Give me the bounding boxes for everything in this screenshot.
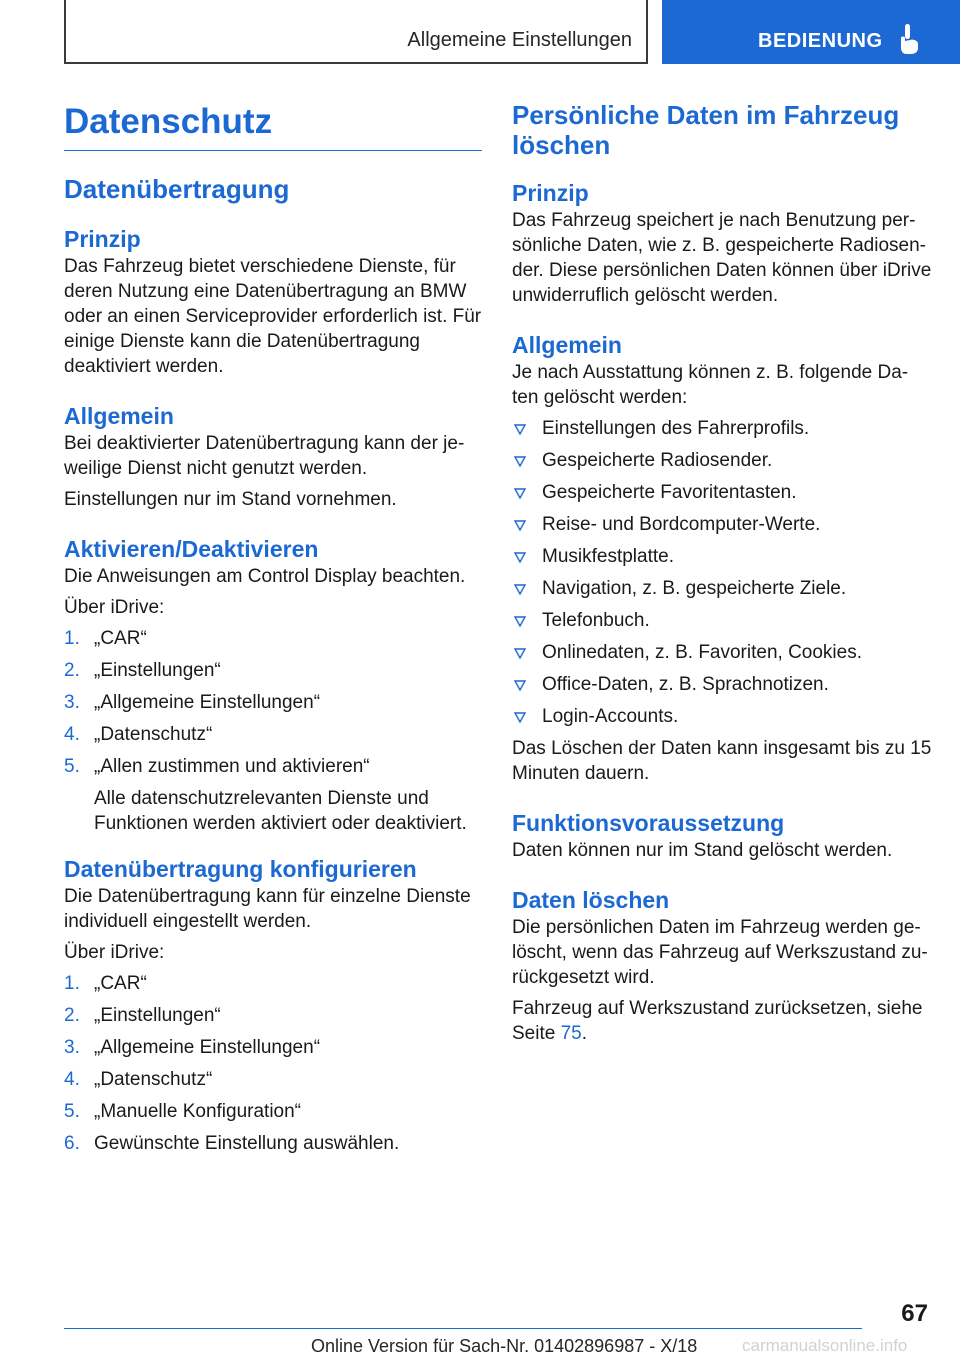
pointing-hand-icon bbox=[896, 24, 922, 54]
subheading-prinzip-right: Prinzip bbox=[512, 180, 589, 206]
page-number: 67 bbox=[901, 1300, 928, 1327]
subheading-allgemein: Allgemein bbox=[64, 403, 174, 429]
list-item: 2. „Einstellungen“ bbox=[64, 1005, 221, 1026]
list-item: Navigation, z. B. gespeicherte Ziele. bbox=[512, 576, 932, 601]
subheading-aktivieren: Aktivieren/Deaktivieren bbox=[64, 536, 319, 562]
triangle-bullet-icon bbox=[514, 648, 526, 659]
step-note: Alle datenschutzrelevanten Dienste und Funktionen werden aktiviert oder deaktiviert. bbox=[94, 788, 467, 834]
list-item: 6. Gewünschte Einstellung auswählen. bbox=[64, 1133, 400, 1154]
list-item: Telefonbuch. bbox=[512, 608, 932, 633]
list-item: 2. „Einstellungen“ bbox=[64, 660, 221, 681]
aktivieren-steps bbox=[64, 626, 482, 836]
online-version-text: Online Version für Sach-Nr. 01402896987 - X/18 bbox=[311, 1336, 698, 1356]
allgemein-right-text: Je nach Ausstattung können z. B. folgende Da-ten gelöscht werden: bbox=[512, 362, 909, 408]
aktivieren-idrive: Über iDrive: bbox=[64, 597, 165, 618]
page-title: Datenschutz bbox=[64, 102, 273, 141]
subheading-konfigurieren: Datenübertragung konfigurieren bbox=[64, 856, 417, 882]
left-column bbox=[64, 100, 482, 1163]
list-item: Musikfestplatte. bbox=[512, 544, 932, 569]
list-item: Einstellungen des Fahrerprofils. bbox=[512, 416, 932, 441]
right-column bbox=[512, 100, 932, 1046]
list-item: 5. „Allen zustimmen und aktivieren“ Alle datenschutzrelevanten Dienste und Funktionen werden aktiviert oder deaktiviert. bbox=[64, 754, 482, 836]
header-chapter-tab[interactable] bbox=[662, 0, 960, 64]
subheading-prinzip: Prinzip bbox=[64, 226, 141, 252]
list-item: Onlinedaten, z. B. Favoriten, Cookies. bbox=[512, 640, 932, 665]
deletable-data-list bbox=[512, 416, 932, 729]
triangle-bullet-icon bbox=[514, 712, 526, 723]
prinzip-right-text: Das Fahrzeug speichert je nach Benutzung per-sönliche Daten, wie z. B. gespeicherte Radiosen-der. Diese persönlichen Daten können über iDrive unwiderruflich gelöscht werden. bbox=[512, 210, 932, 306]
list-item: 4. „Datenschutz“ bbox=[64, 1069, 213, 1090]
list-item: 1. „CAR“ bbox=[64, 628, 147, 649]
aktivieren-text: Die Anweisungen am Control Display beachten. bbox=[64, 566, 466, 587]
triangle-bullet-icon bbox=[514, 680, 526, 691]
page-reference-link[interactable]: 75 bbox=[560, 1023, 582, 1044]
konfigurieren-idrive: Über iDrive: bbox=[64, 942, 165, 963]
loeschen-text: Die persönlichen Daten im Fahrzeug werden ge-löscht, wenn das Fahrzeug auf Werkszustand zu-rückgesetzt wird. bbox=[512, 917, 928, 988]
list-item: Gespeicherte Favoritentasten. bbox=[512, 480, 932, 505]
triangle-bullet-icon bbox=[514, 488, 526, 499]
subheading-funktion: Funktionsvoraussetzung bbox=[512, 810, 785, 836]
subheading-allgemein-right: Allgemein bbox=[512, 332, 622, 358]
section-heading-datenuebertragung: Datenübertragung bbox=[64, 174, 290, 204]
title-divider bbox=[64, 150, 482, 151]
list-item: 3. „Allgemeine Einstellungen“ bbox=[64, 1037, 321, 1058]
allgemein-note: Einstellungen nur im Stand vornehmen. bbox=[64, 489, 397, 510]
list-item: Login-Accounts. bbox=[512, 704, 932, 729]
footer-divider bbox=[64, 1328, 862, 1329]
triangle-bullet-icon bbox=[514, 616, 526, 627]
allgemein-text: Bei deaktivierter Datenübertragung kann der je-weilige Dienst nicht genutzt werden. bbox=[64, 433, 465, 479]
watermark: carmanualsonline.info bbox=[742, 1336, 908, 1355]
header-section-box bbox=[64, 0, 648, 64]
funktion-text: Daten können nur im Stand gelöscht werden. bbox=[512, 840, 893, 861]
triangle-bullet-icon bbox=[514, 520, 526, 531]
triangle-bullet-icon bbox=[514, 456, 526, 467]
section-heading-loeschen: Persönliche Daten im Fahrzeug löschen bbox=[512, 100, 900, 160]
list-item: Reise- und Bordcomputer-Werte. bbox=[512, 512, 932, 537]
list-item: 4. „Datenschutz“ bbox=[64, 724, 213, 745]
list-item: Gespeicherte Radiosender. bbox=[512, 448, 932, 473]
list-item: Office-Daten, z. B. Sprachnotizen. bbox=[512, 672, 932, 697]
list-item: 1. „CAR“ bbox=[64, 973, 147, 994]
header-section-title: Allgemeine Einstellungen bbox=[407, 29, 632, 51]
subheading-daten-loeschen: Daten löschen bbox=[512, 887, 670, 913]
loeschen-reference: Fahrzeug auf Werkszustand zurücksetzen, siehe Seite 75. bbox=[512, 998, 923, 1044]
triangle-bullet-icon bbox=[514, 552, 526, 563]
prinzip-text: Das Fahrzeug bietet verschiedene Dienste, für deren Nutzung eine Datenübertragung an BMW oder an einen Serviceprovider erforderlich ist. Für einige Dienste kann die Datenübertragung deaktiviert werden. bbox=[64, 256, 482, 377]
list-item: 5. „Manuelle Konfiguration“ bbox=[64, 1101, 302, 1122]
triangle-bullet-icon bbox=[514, 424, 526, 435]
konfigurieren-text: Die Datenübertragung kann für einzelne Dienste individuell eingestellt werden. bbox=[64, 886, 471, 932]
konfigurieren-steps bbox=[64, 971, 482, 1156]
triangle-bullet-icon bbox=[514, 584, 526, 595]
header-chapter-label: BEDIENUNG bbox=[758, 30, 883, 52]
list-item: 3. „Allgemeine Einstellungen“ bbox=[64, 692, 321, 713]
deletion-duration-text: Das Löschen der Daten kann insgesamt bis zu 15 Minuten dauern. bbox=[512, 738, 932, 784]
